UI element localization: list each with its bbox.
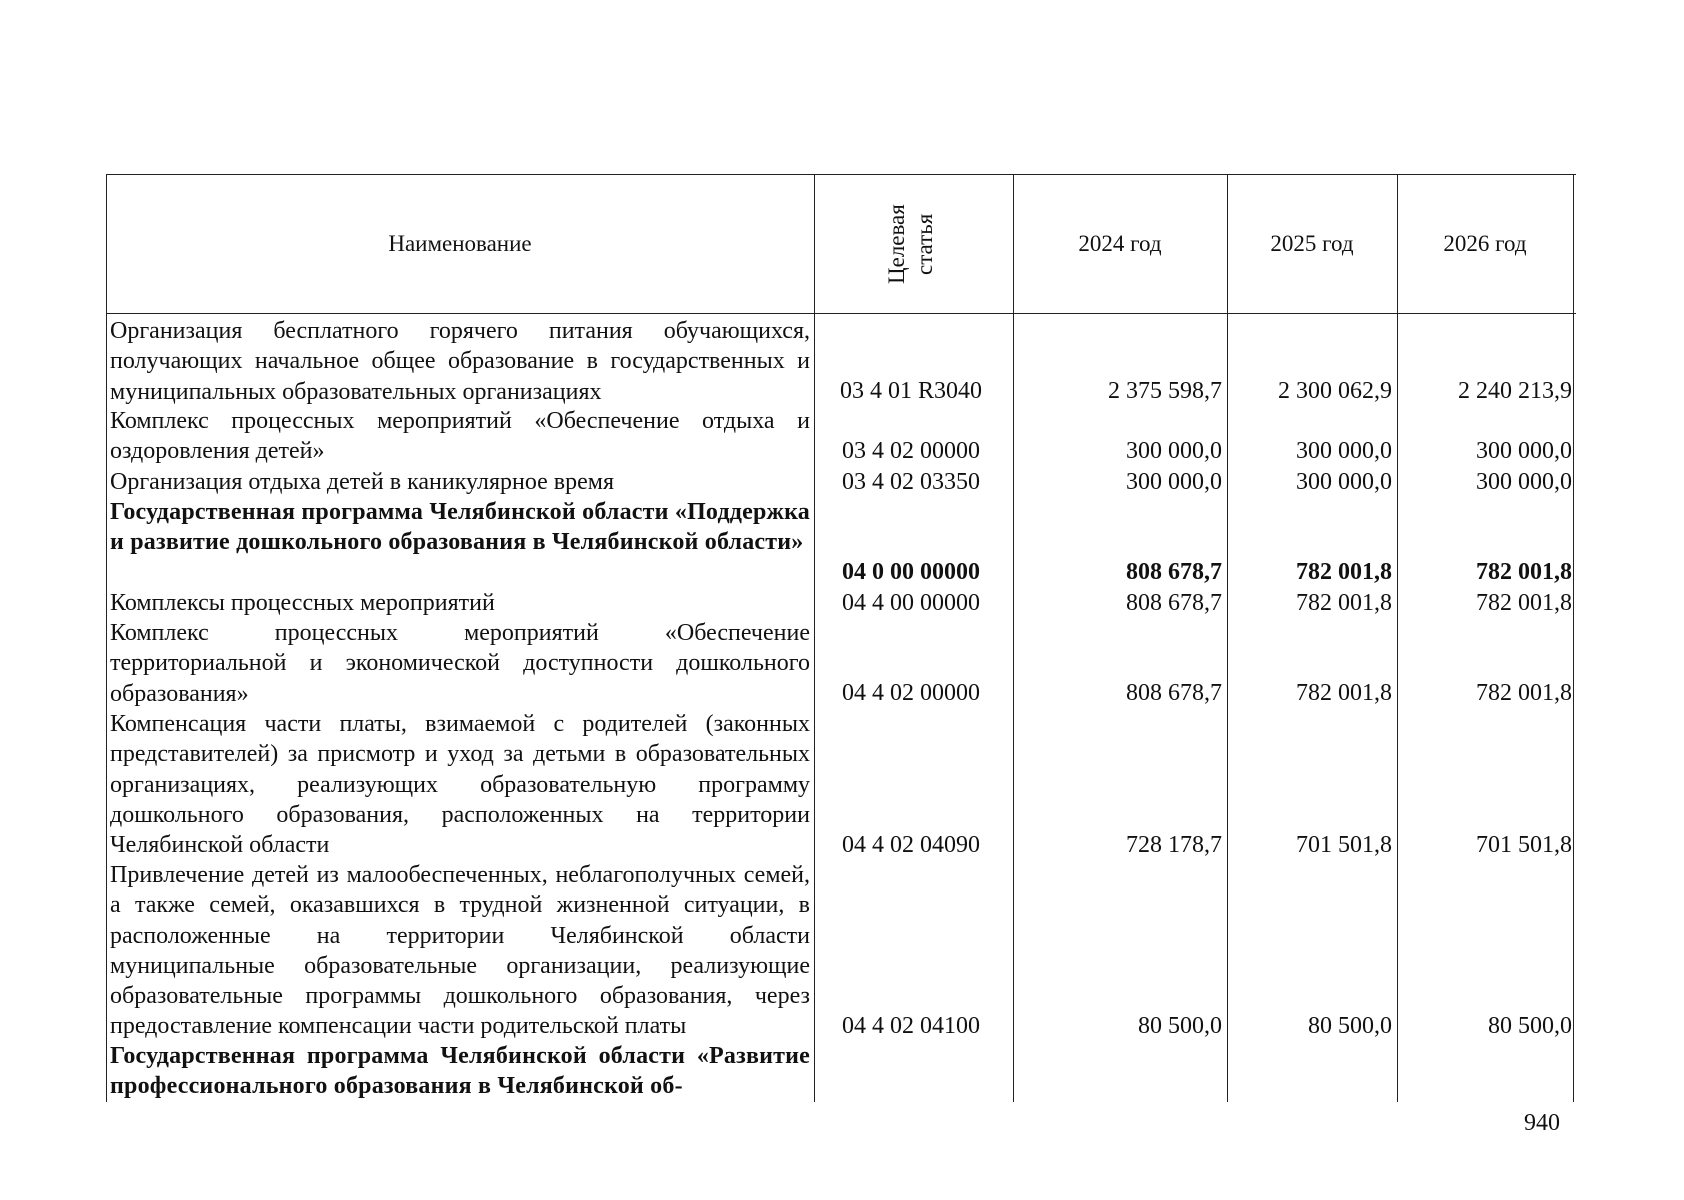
row-value-2024: 2 375 598,7 bbox=[1108, 378, 1222, 404]
table-row bbox=[106, 860, 1576, 1042]
row-value-2026: 300 000,0 bbox=[1476, 438, 1572, 464]
row-value-2024: 300 000,0 bbox=[1126, 469, 1222, 495]
row-value-2025: 2 300 062,9 bbox=[1278, 378, 1392, 404]
header-2025: 2025 год bbox=[1270, 231, 1354, 256]
row-name: Привлечение детей из малообеспеченных, неблагополучных семей, а также семей, оказавшихся в трудной жизненной ситуации, в расположенные на территории Челябинской области муниципальные образовательные организации, реализующие образовательные программы дошкольного образования, через предоставление компенсации части родительской платы bbox=[110, 862, 810, 1040]
row-value-2025: 300 000,0 bbox=[1296, 438, 1392, 464]
row-name: Компенсация части платы, взимаемой с родителей (законных представителей) за присмотр и уход за детьми в образовательных организациях, реализующих образовательную программу дошкольного образования, расположенных на территории Челябинской области bbox=[110, 711, 810, 859]
row-value-2024: 808 678,7 bbox=[1126, 680, 1222, 706]
header-code: Целевая статья bbox=[883, 204, 937, 284]
header-name-cell bbox=[106, 175, 814, 313]
header-2025-cell bbox=[1227, 175, 1397, 313]
row-code: 04 4 02 04100 bbox=[842, 1013, 980, 1039]
row-name: Государственная программа Челябинской области «Поддержка и развитие дошкольного образования в Челябинской области» bbox=[110, 499, 810, 556]
row-name: Комплекс процессных мероприятий «Обеспечение территориальной и экономической доступности дошкольного образования» bbox=[110, 620, 810, 707]
table-row bbox=[106, 497, 1576, 589]
header-2024: 2024 год bbox=[1078, 231, 1162, 256]
row-value-2025: 782 001,8 bbox=[1296, 559, 1392, 585]
row-name: Комплекс процессных мероприятий «Обеспечение отдыха и оздоровления детей» bbox=[110, 408, 810, 465]
row-code: 04 0 00 00000 bbox=[842, 559, 980, 585]
row-value-2026: 782 001,8 bbox=[1476, 559, 1572, 585]
row-code: 03 4 02 03350 bbox=[842, 469, 980, 495]
row-value-2025: 300 000,0 bbox=[1296, 469, 1392, 495]
row-value-2026: 782 001,8 bbox=[1476, 590, 1572, 616]
row-code: 03 4 01 R3040 bbox=[839, 378, 982, 404]
table-row bbox=[106, 1041, 1576, 1103]
table-row bbox=[106, 467, 1576, 498]
row-value-2024: 80 500,0 bbox=[1138, 1013, 1222, 1039]
row-value-2026: 300 000,0 bbox=[1476, 469, 1572, 495]
row-value-2026: 2 240 213,9 bbox=[1458, 378, 1572, 404]
row-name: Государственная программа Челябинской области «Развитие профессионального образования в Челябинской об- bbox=[110, 1043, 810, 1100]
header-name: Наименование bbox=[388, 231, 532, 256]
row-value-2024: 300 000,0 bbox=[1126, 438, 1222, 464]
row-code: 04 4 02 00000 bbox=[842, 680, 980, 706]
row-code: 04 4 02 04090 bbox=[842, 832, 980, 858]
row-name: Организация отдыха детей в каникулярное время bbox=[110, 469, 614, 495]
row-name: Комплексы процессных мероприятий bbox=[110, 590, 495, 616]
row-value-2025: 80 500,0 bbox=[1308, 1013, 1392, 1039]
row-value-2026: 80 500,0 bbox=[1488, 1013, 1572, 1039]
row-value-2025: 782 001,8 bbox=[1296, 680, 1392, 706]
table-header bbox=[106, 174, 1576, 314]
header-2024-cell bbox=[1013, 175, 1227, 313]
table-row bbox=[106, 709, 1576, 861]
table-row bbox=[106, 316, 1576, 408]
row-value-2024: 808 678,7 bbox=[1126, 559, 1222, 585]
page-number: 940 bbox=[1524, 1110, 1560, 1136]
row-value-2025: 701 501,8 bbox=[1296, 832, 1392, 858]
row-value-2024: 728 178,7 bbox=[1126, 832, 1222, 858]
header-2026: 2026 год bbox=[1443, 231, 1527, 256]
row-code: 03 4 02 00000 bbox=[842, 438, 980, 464]
row-name: Организация бесплатного горячего питания обучающихся, получающих начальное общее образование в государственных и муниципальных образовательных организациях bbox=[110, 318, 810, 405]
row-value-2024: 808 678,7 bbox=[1126, 590, 1222, 616]
row-value-2025: 782 001,8 bbox=[1296, 590, 1392, 616]
header-2026-cell bbox=[1397, 175, 1573, 313]
row-value-2026: 701 501,8 bbox=[1476, 832, 1572, 858]
budget-table bbox=[106, 174, 1576, 1100]
row-code: 04 4 00 00000 bbox=[842, 590, 980, 616]
table-row bbox=[106, 618, 1576, 710]
table-row bbox=[106, 588, 1576, 619]
header-code-cell bbox=[814, 175, 1013, 313]
row-value-2026: 782 001,8 bbox=[1476, 680, 1572, 706]
table-row bbox=[106, 406, 1576, 468]
